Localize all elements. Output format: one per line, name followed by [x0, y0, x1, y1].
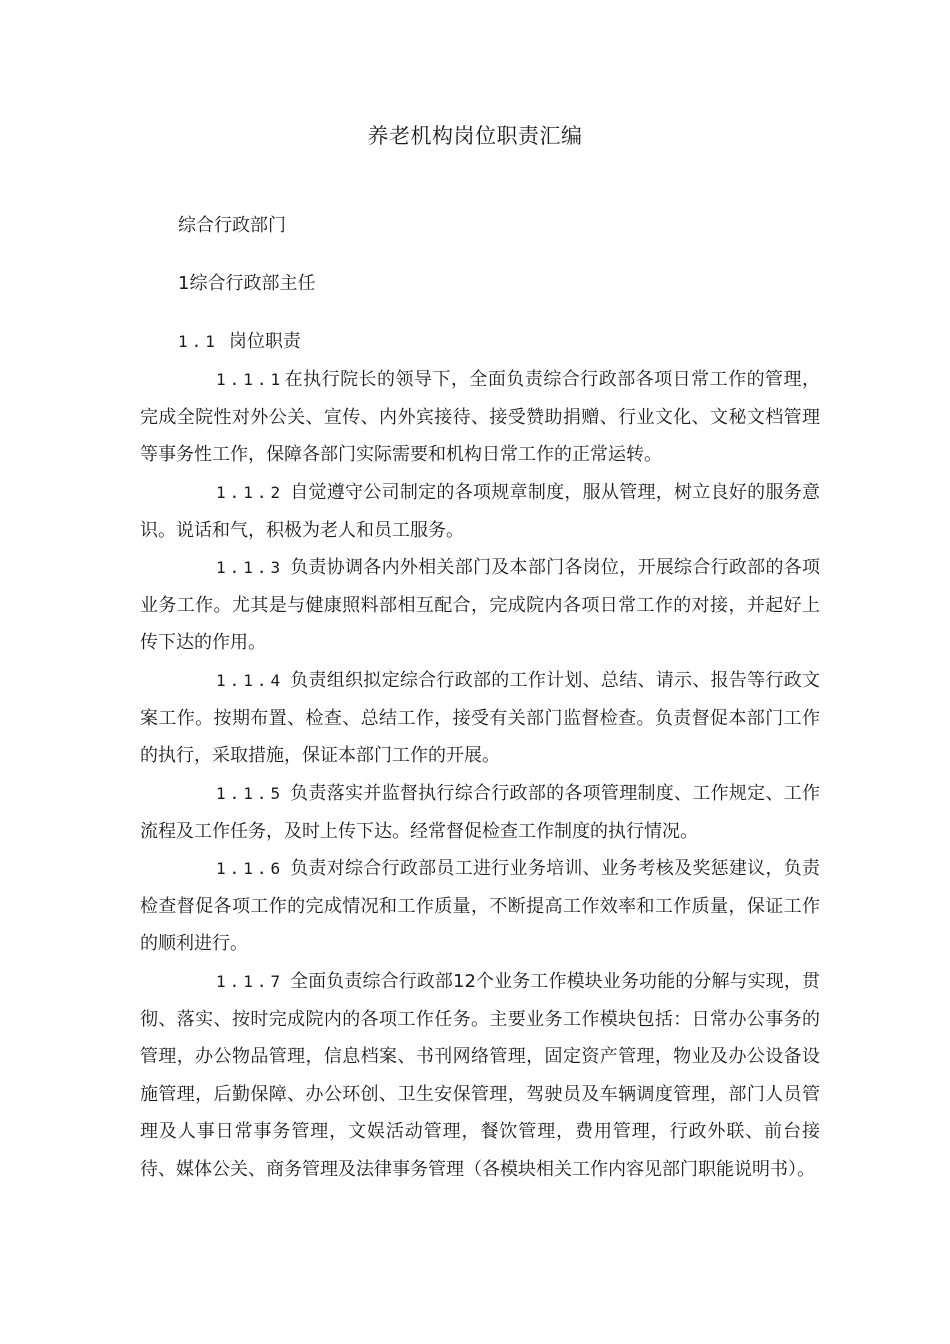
duty-number: 1.1.5	[216, 784, 285, 803]
duty-text: 全面负责综合行政部12个业务工作模块业务功能的分解与实现，贯彻、落实、按时完成院内的各项工作任务。主要业务工作模块包括：日常办公事务的管理，办公物品管理，信息档案、书刊网络管理，固定资产管理，物业及办公设备设施管理，后勤保障、办公环创、卫生安保管理，驾驶员及车辆调度管理，部门人员管理及人事日常事务管理，文娱活动管理，餐饮管理，费用管理，行政外联、前台接待、媒体公关、商务管理及法律事务管理（各模块相关工作内容见部门职能说明书）。	[140, 971, 820, 1180]
duty-item-5	[140, 775, 820, 850]
duty-number: 1.1.1	[216, 370, 285, 389]
section-number: 1.1	[178, 332, 219, 351]
duty-item-6	[140, 850, 820, 963]
duty-number: 1.1.2	[216, 483, 285, 502]
duty-text: 负责协调各内外相关部门及本部门各岗位，开展综合行政部的各项业务工作。尤其是与健康照料部相互配合，完成院内各项日常工作的对接，并起好上传下达的作用。	[140, 557, 820, 654]
duty-text: 负责对综合行政部员工进行业务培训、业务考核及奖惩建议，负责检查督促各项工作的完成情况和工作质量，不断提高工作效率和工作质量，保证工作的顺利进行。	[140, 858, 820, 955]
duty-item-1	[140, 361, 820, 474]
duty-text: 自觉遵守公司制定的各项规章制度，服从管理，树立良好的服务意识。说话和气，积极为老人和员工服务。	[140, 482, 820, 541]
duty-item-3	[140, 549, 820, 662]
duty-number: 1.1.3	[216, 558, 285, 577]
section-label: 岗位职责	[228, 331, 301, 352]
duty-text: 负责落实并监督执行综合行政部的各项管理制度、工作规定、工作流程及工作任务，及时上传下达。经常督促检查工作制度的执行情况。	[140, 783, 820, 842]
duty-text: 负责组织拟定综合行政部的工作计划、总结、请示、报告等行政文案工作。按期布置、检查、总结工作，接受有关部门监督检查。负责督促本部门工作的执行，采取措施，保证本部门工作的开展。	[140, 670, 820, 767]
duty-item-7	[140, 963, 820, 1189]
duty-number: 1.1.7	[216, 972, 285, 991]
duty-text: 在执行院长的领导下，全面负责综合行政部各项日常工作的管理，完成全院性对外公关、宣传、内外宾接待、接受赞助捐赠、行业文化、文秘文档管理等事务性工作，保障各部门实际需要和机构日常工作的正常运转。	[140, 369, 820, 466]
document-title: 养老机构岗位职责汇编	[367, 124, 583, 148]
duty-number: 1.1.4	[216, 671, 285, 690]
duty-item-4	[140, 662, 820, 775]
section-heading	[178, 329, 301, 355]
department-heading: 综合行政部门	[178, 215, 286, 236]
duty-item-2	[140, 474, 820, 549]
position-heading: 1综合行政部主任	[178, 273, 316, 294]
duty-number: 1.1.6	[216, 859, 285, 878]
